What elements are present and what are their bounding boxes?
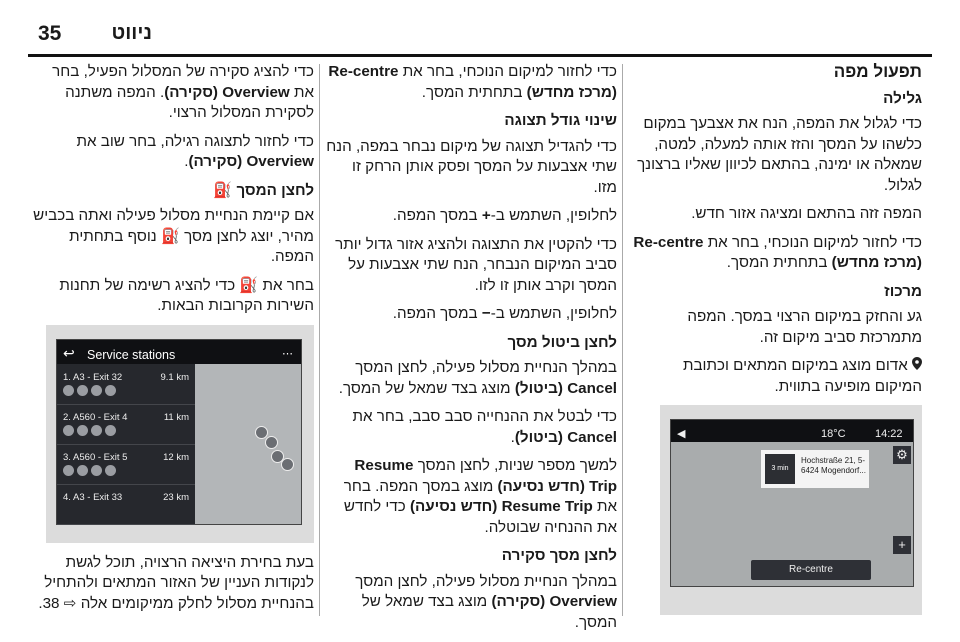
station-pin-icon[interactable] [281, 458, 294, 471]
signal-icon: ◀ [677, 428, 686, 440]
minus-icon: − [481, 305, 491, 322]
zoom-in-button[interactable]: + [893, 536, 911, 554]
paragraph: כדי להציג סקירה של המסלול הפעיל, בחר את Overview (סקירה). המפה משתנה לסקירת המסלול הרצוי. [52, 63, 314, 121]
status-bar [671, 420, 913, 442]
paragraph: כדי לחזור לתצוגה רגילה, בחר שוב את Overview (סקירה). [76, 132, 314, 170]
list-item[interactable]: 3. A560 - Exit 5 12 km [57, 444, 195, 485]
fuel-station-icon: ⛽ [213, 181, 233, 199]
figure-service-stations [46, 325, 314, 543]
station-pin-icon[interactable] [255, 426, 268, 439]
eta-badge: 3 min [765, 454, 795, 484]
heading-centering: מרכוז [884, 282, 922, 300]
list-item[interactable]: 4. A3 - Exit 33 23 km [57, 484, 195, 525]
column-divider [319, 64, 320, 616]
list-item[interactable]: 2. A560 - Exit 4 11 km [57, 404, 195, 445]
paragraph: כדי להגדיל תצוגה של מיקום נבחר במפה, הנח שתי אצבעות על המסך ופסק אותן הרחק זו מזו. [326, 137, 617, 196]
fuel-station-icon: ⛽ [160, 227, 180, 245]
column-right [632, 62, 922, 625]
temperature: 18°C [821, 428, 846, 440]
paragraph: למשך מספר שניות, לחצן המסך Resume Trip (חדש נסיעה) מוצג במסך המפה. בחר את Resume Trip (חדש נסיעה) כדי לחדש את ההנחיה שבוטלה. [343, 457, 617, 536]
service-stations-header [57, 340, 301, 364]
paragraph: בעת בחירת היציאה הרצויה, תוכל לגשת לנקודות העניין של האזור המתאים ולהתחיל בהנחיית מסלול לחלק ממיקומים אלה ⇨ 38. [38, 553, 314, 612]
paragraph: לחלופין, השתמש ב-+ במסך המפה. [392, 207, 617, 224]
list-item[interactable]: 1. A3 - Exit 32 9.1 km [57, 364, 195, 405]
page-header [0, 0, 960, 56]
service-stations-list [57, 364, 195, 524]
heading-cancel-button: לחצן ביטול מסך [507, 333, 617, 351]
paragraph: כדי לחזור למיקום הנוכחי, בחר את Re-centre (מרכז מחדש) בתחתית המסך. [633, 233, 922, 271]
amenity-icons [63, 384, 119, 405]
column-left [30, 62, 314, 622]
heading-overview-button: לחצן מסך סקירה [501, 547, 617, 564]
infotainment-screen [670, 419, 914, 587]
header-rule [28, 54, 932, 57]
paragraph: גע והחזק במיקום הרצוי במסך. המפה מתמרכזת סביב מיקום זה. [687, 308, 922, 346]
section-title: ניווט [111, 22, 152, 44]
paragraph: כדי לגלול את המפה, הנח את אצבעך במקום כלשהו על המסך והזז אותה למעלה, למטה, שמאלה או ימינה, בהתאם לכיוון שאליו ברצונך לגלול. [637, 115, 922, 194]
page-reference-icon: ⇨ [63, 594, 77, 612]
recentre-label: Re-centre (מרכז מחדש) [633, 233, 922, 271]
paragraph: כדי לחזור למיקום הנוכחי, בחר את Re-centre (מרכז מחדש) בתחתית המסך. [328, 63, 617, 101]
plus-icon: + [481, 207, 491, 224]
column-divider [622, 64, 623, 616]
figure-map-screen [660, 405, 922, 615]
map-view[interactable] [671, 442, 913, 586]
location-card[interactable] [761, 450, 869, 488]
paragraph: אדום מוצג במיקום המתאים וכתובת המיקום מופיעה בתווית. [682, 357, 922, 395]
location-address: Hochstraße 21, 5- 6424 Mogendorf... [801, 456, 866, 475]
heading-map-operation: תפעול מפה [833, 62, 922, 81]
paragraph: לחלופין, השתמש ב-− במסך המפה. [392, 305, 617, 322]
clock: 14:22 [875, 428, 903, 440]
more-icon[interactable]: ⋯ [282, 347, 293, 360]
paragraph: המפה זזה בהתאם ומציגה אזור חדש. [691, 205, 922, 222]
paragraph: כדי לבטל את ההנחייה סבב סבב, בחר את Cancel (ביטול). [352, 408, 617, 446]
paragraph: בחר את ⛽ כדי להציג רשימה של תחנות השירות הקרובות הבאות. [59, 276, 314, 314]
heading-fuel-button: לחצן המסך ⛽ [213, 181, 314, 199]
station-pin-icon[interactable] [265, 436, 278, 449]
amenity-icons [63, 424, 119, 445]
service-stations-title: Service stations [87, 347, 176, 362]
heading-zoom: שינוי גודל תצוגה [504, 112, 617, 129]
location-pin-icon [912, 357, 922, 374]
infotainment-screen [56, 339, 302, 525]
recentre-button[interactable]: Re-centre [751, 560, 871, 580]
column-middle [325, 62, 617, 641]
fuel-station-icon: ⛽ [239, 276, 259, 294]
back-arrow-icon[interactable]: ↩ [63, 344, 75, 361]
heading-scrolling: גלילה [883, 89, 922, 107]
paragraph: כדי להקטין את התצוגה ולהציג אזור גדול יותר סביב המיקום הנבחר, הנח שתי אצבעות על המסך וקרב אותן זו לזו. [335, 235, 617, 294]
settings-gear-icon[interactable]: ⚙ [893, 446, 911, 464]
paragraph: במהלך הנחיית מסלול פעילה, לחצן המסך Cancel (ביטול) מוצג בצד שמאל של המסך. [338, 359, 617, 397]
paragraph: אם קיימת הנחיית מסלול פעילה ואתה בכביש מהיר, יוצג לחצן מסך ⛽ נוסף בתחתית המפה. [33, 207, 314, 265]
paragraph: במהלך הנחיית מסלול פעילה, לחצן המסך Overview (סקירה) מוצג בצד שמאל של המסך. [355, 572, 617, 631]
amenity-icons [63, 464, 119, 485]
page-number: 35 [38, 22, 62, 45]
service-stations-map[interactable] [195, 364, 301, 524]
